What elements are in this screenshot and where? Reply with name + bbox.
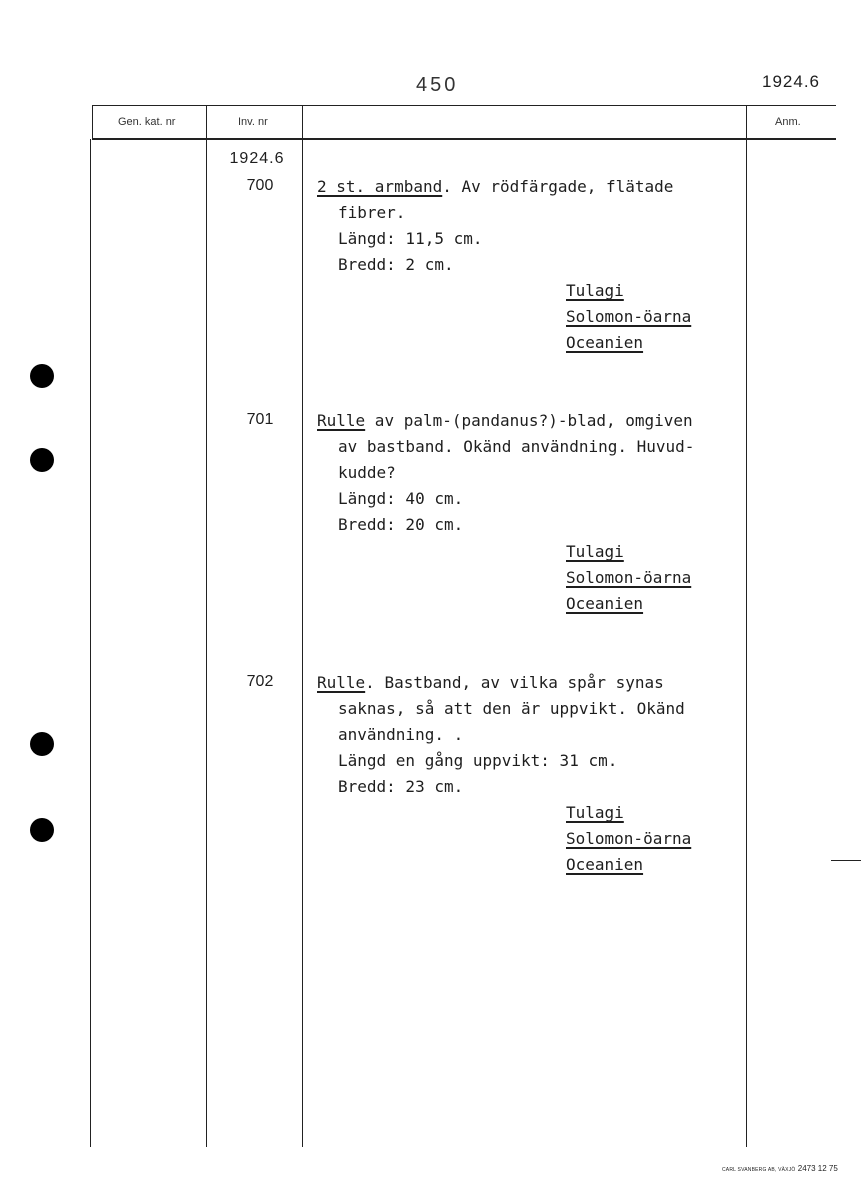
margin-tick-mark (831, 860, 861, 861)
binder-hole (30, 818, 54, 842)
entry-first-line (317, 174, 673, 200)
column-divider-anm (746, 105, 747, 1147)
entry-description: av palm-(pandanus?)-blad, omgiven (365, 411, 693, 430)
entry-description: . Bastband, av vilka spår synas (365, 673, 664, 692)
entry-line: Längd: 11,5 cm. (338, 229, 483, 248)
entry-description: . Av rödfärgade, flätade (442, 177, 674, 196)
entry-line: saknas, så att den är uppvikt. Okänd (338, 699, 685, 718)
column-header-inv: Inv. nr (238, 116, 268, 128)
column-divider-inv (206, 105, 207, 1147)
column-header-anm: Anm. (775, 116, 801, 128)
table-header-rule (92, 138, 836, 140)
printer-imprint (722, 1164, 838, 1173)
table-top-rule (92, 105, 836, 106)
entry-line: användning. . (338, 725, 464, 744)
provenance-continent: Oceanien (566, 855, 644, 874)
page-number: 450 (416, 74, 459, 96)
provenance-region: Solomon-öarna (566, 307, 692, 326)
entry-title: 2 st. armband (317, 177, 443, 196)
table-left-rule (92, 105, 93, 139)
provenance-place: Tulagi (566, 803, 624, 822)
entry-first-line (317, 670, 664, 696)
entry-first-line (317, 408, 693, 434)
entry-line: Bredd: 23 cm. (338, 777, 464, 796)
entry-title: Rulle (317, 411, 366, 430)
inventory-number: 701 (246, 411, 274, 428)
binder-hole (30, 732, 54, 756)
form-code: 2473 12 75 (797, 1164, 838, 1173)
binder-hole (30, 448, 54, 472)
column-header-gen-kat: Gen. kat. nr (118, 116, 176, 128)
entry-line: Bredd: 2 cm. (338, 255, 454, 274)
provenance-continent: Oceanien (566, 594, 644, 613)
provenance-place: Tulagi (566, 542, 624, 561)
header-catalog-reference: 1924.6 (762, 72, 820, 91)
column-divider-description (302, 105, 303, 1147)
entry-line: Längd: 40 cm. (338, 489, 464, 508)
provenance-region: Solomon-öarna (566, 568, 692, 587)
provenance-place: Tulagi (566, 281, 624, 300)
entry-line: fibrer. (338, 203, 406, 222)
entry-line: Längd en gång uppvikt: 31 cm. (338, 751, 618, 770)
entry-line: av bastband. Okänd användning. Huvud- (338, 437, 695, 456)
entry-line: Bredd: 20 cm. (338, 515, 464, 534)
provenance-region: Solomon-öarna (566, 829, 692, 848)
inventory-number: 702 (246, 673, 274, 690)
inventory-number: 700 (246, 177, 274, 194)
provenance-continent: Oceanien (566, 333, 644, 352)
entry-line: kudde? (338, 463, 396, 482)
batch-number: 1924.6 (229, 150, 285, 167)
entry-title: Rulle (317, 673, 366, 692)
printer-name: CARL SVANBERG AB, VÄXJÖ (722, 1167, 796, 1173)
column-divider-gen-kat (90, 139, 91, 1147)
binder-hole (30, 364, 54, 388)
